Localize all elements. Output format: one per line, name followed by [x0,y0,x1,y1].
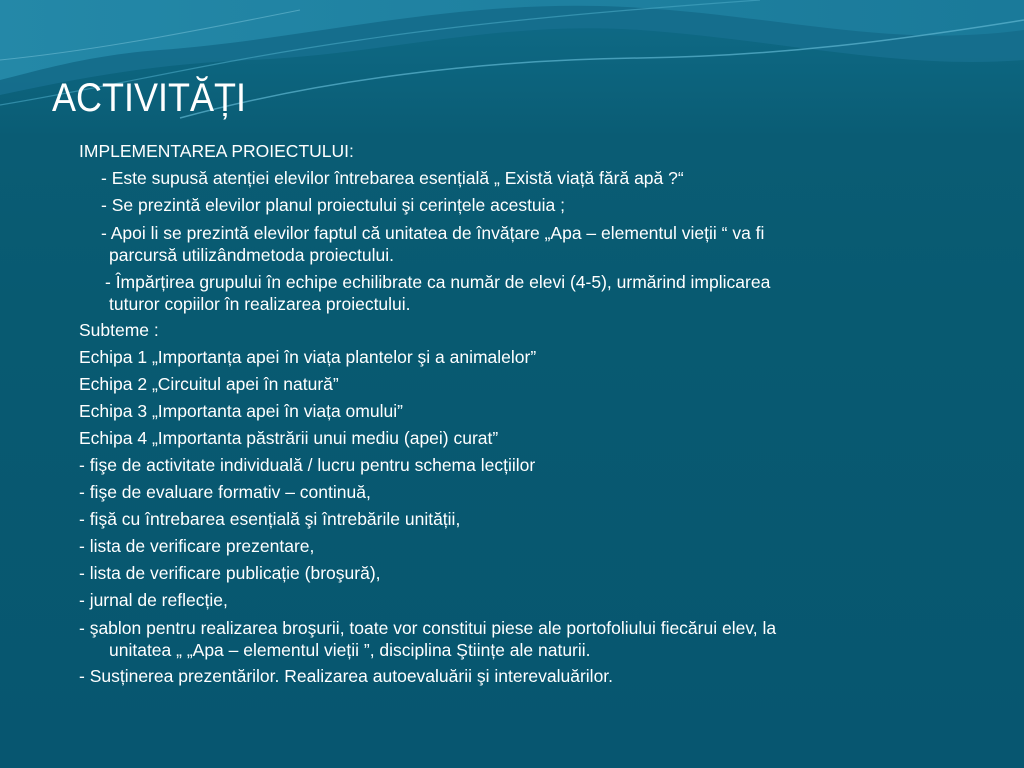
slide-title: ACTIVITĂȚI [52,76,247,120]
section-heading: IMPLEMENTAREA PROIECTULUI: [79,141,354,161]
impl-line-3-text: - Apoi li se prezintă elevilor faptul că unitatea de învățare „ [101,223,551,243]
slide-content [79,138,979,690]
impl-line-1 [79,165,979,192]
template-item-cont-post: ”, disciplina Ştiințe ale naturii. [359,640,591,660]
team-item: Echipa 2 „Circuitul apei în natură” [79,374,339,394]
team-item: Echipa 4 „Importanta păstrării unui mediu (apei) curat” [79,428,499,448]
template-item [79,614,979,663]
impl-line-3-post: “ va fi [716,223,765,243]
list-item: - jurnal de reflecție, [79,590,228,610]
impl-line-2-post: şi cerințele acestuia ; [396,195,566,215]
list-item: - fişe de activitate individuală / lucru pentru schema lecțiilor [79,455,536,475]
impl-line-4-cont: tuturor copiilor în realizarea proiectului. [109,294,411,314]
template-item-cont-pre: unitatea „ „ [109,640,193,660]
impl-line-1-text: - Este supusă atenției elevilor întrebarea esențială „ [101,168,505,188]
team-item: Echipa 1 „Importanța apei în viața plantelor şi a animalelor” [79,347,537,367]
impl-line-3-cont: parcursă utilizândmetoda proiectului. [109,245,395,265]
project-plan-highlight: planul proiectului [265,195,397,215]
unit-title-highlight-2: Apa – elementul vieții [192,640,360,660]
impl-line-3 [79,219,979,268]
essential-question: Există viață fără apă ?“ [504,168,684,188]
impl-line-2 [79,192,979,219]
impl-line-2-text: - Se prezintă elevilor [101,195,266,215]
unit-title-highlight: Apa – elementul vieții [550,223,717,243]
list-item: - lista de verificare prezentare, [79,536,315,556]
list-item: - fişe de evaluare formativ – continuă, [79,482,371,502]
list-item-last: - Susținerea prezentărilor. Realizarea autoevaluării şi interevaluărilor. [79,666,614,686]
impl-line-4-text: - Împărțirea grupului în echipe echilibrate ca număr de elevi (4-5), urmărind implicarea [105,272,771,292]
template-item-cont [79,639,979,661]
team-item: Echipa 3 „Importanta apei în viața omului” [79,401,403,421]
template-item-text: - şablon pentru realizarea broşurii, toate vor constitui piese ale portofoliului fiecărui elev, la [79,618,777,638]
list-item: - fişă cu întrebarea esențială şi întrebările unității, [79,509,461,529]
list-item: - lista de verificare publicație (broşură), [79,563,381,583]
subteme-label: Subteme : [79,320,159,340]
impl-line-4 [79,268,979,317]
